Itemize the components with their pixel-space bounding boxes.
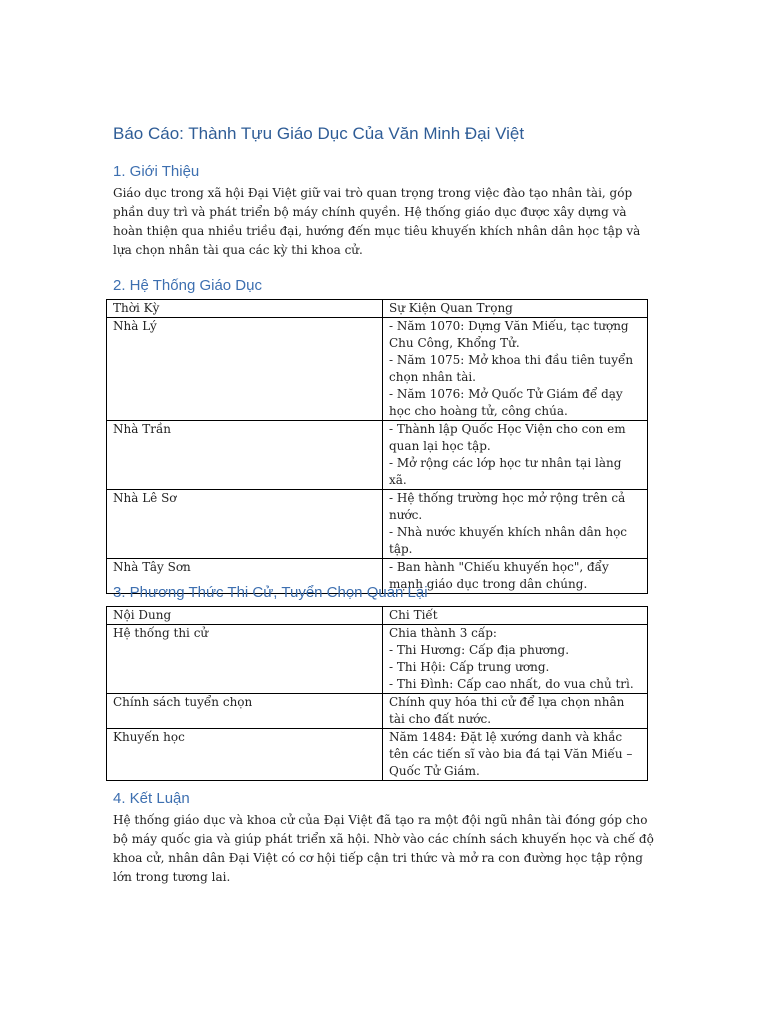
event-item: - Năm 1076: Mở Quốc Tử Giám để dạy học cho hoàng tử, công chúa. xyxy=(389,387,623,418)
period-cell: Nhà Trần xyxy=(107,421,383,490)
table-header-events: Sự Kiện Quan Trọng xyxy=(383,300,648,318)
table-row xyxy=(107,625,648,694)
document-title: Báo Cáo: Thành Tựu Giáo Dục Của Văn Minh Đại Việt xyxy=(113,124,525,143)
event-item: - Năm 1075: Mở khoa thi đầu tiên tuyển chọn nhân tài. xyxy=(389,353,634,384)
section-heading-conclusion: 4. Kết Luận xyxy=(113,790,190,807)
table-header-topic: Nội Dung xyxy=(107,607,383,625)
examinations-table xyxy=(106,606,648,781)
table-row xyxy=(107,490,648,559)
section-heading-examinations: 3. Phương Thức Thi Cử, Tuyển Chọn Quan Lại xyxy=(113,584,428,601)
event-item: - Nhà nước khuyến khích nhân dân học tập. xyxy=(389,525,628,556)
events-cell xyxy=(383,318,648,421)
event-item: - Năm 1070: Dựng Văn Miếu, tạc tượng Chu Công, Khổng Tử. xyxy=(389,319,629,350)
event-item: - Mở rộng các lớp học tư nhân tại làng xã. xyxy=(389,456,622,487)
table-header-row xyxy=(107,300,648,318)
event-item: - Ban hành "Chiếu khuyến học", đẩy mạnh giáo dục trong dân chúng. xyxy=(389,560,609,591)
event-item: - Thành lập Quốc Học Viện cho con em quan lại học tập. xyxy=(389,422,626,453)
topic-cell: Chính sách tuyển chọn xyxy=(107,694,383,729)
topic-cell: Hệ thống thi cử xyxy=(107,625,383,694)
table-row xyxy=(107,694,648,729)
section-heading-introduction: 1. Giới Thiệu xyxy=(113,163,200,180)
conclusion-paragraph: Hệ thống giáo dục và khoa cử của Đại Việt đã tạo ra một đội ngũ nhân tài đóng góp cho bộ máy quốc gia và giúp phát triển xã hội. Nhờ vào các chính sách khuyến học và chế độ khoa cử, nhân dân Đại Việt có cơ hội tiếp cận tri thức và mở ra con đường học tập rộng lớn trong tương lai. xyxy=(113,813,654,884)
events-cell xyxy=(383,421,648,490)
details-cell xyxy=(383,694,648,729)
details-cell xyxy=(383,729,648,781)
table-header-details: Chi Tiết xyxy=(383,607,648,625)
table-row xyxy=(107,421,648,490)
period-cell: Nhà Tây Sơn xyxy=(107,559,383,594)
detail-item: Năm 1484: Đặt lệ xướng danh và khắc tên các tiến sĩ vào bia đá tại Văn Miếu – Quốc Tử Giám. xyxy=(389,730,633,778)
section-heading-education-system: 2. Hệ Thống Giáo Dục xyxy=(113,277,262,294)
detail-item: Chính quy hóa thi cử để lựa chọn nhân tài cho đất nước. xyxy=(389,695,625,726)
detail-item: - Thi Đình: Cấp cao nhất, do vua chủ trì. xyxy=(389,677,634,691)
detail-item: - Thi Hương: Cấp địa phương. xyxy=(389,643,570,657)
detail-item: - Thi Hội: Cấp trung ương. xyxy=(389,660,550,674)
event-item: - Hệ thống trường học mở rộng trên cả nước. xyxy=(389,491,626,522)
table-row xyxy=(107,729,648,781)
period-cell: Nhà Lý xyxy=(107,318,383,421)
topic-cell: Khuyến học xyxy=(107,729,383,781)
introduction-paragraph: Giáo dục trong xã hội Đại Việt giữ vai trò quan trọng trong việc đào tạo nhân tài, góp phần duy trì và phát triển bộ máy chính quyền. Hệ thống giáo dục được xây dựng và hoàn thiện qua nhiều triều đại, hướng đến mục tiêu khuyến khích nhân dân học tập và lựa chọn nhân tài qua các kỳ thi khoa cử. xyxy=(113,186,641,257)
events-cell xyxy=(383,490,648,559)
period-cell: Nhà Lê Sơ xyxy=(107,490,383,559)
table-header-period: Thời Kỳ xyxy=(107,300,383,318)
table-row xyxy=(107,318,648,421)
education-system-table xyxy=(106,299,648,594)
table-header-row xyxy=(107,607,648,625)
detail-item: Chia thành 3 cấp: xyxy=(389,626,497,640)
details-cell xyxy=(383,625,648,694)
